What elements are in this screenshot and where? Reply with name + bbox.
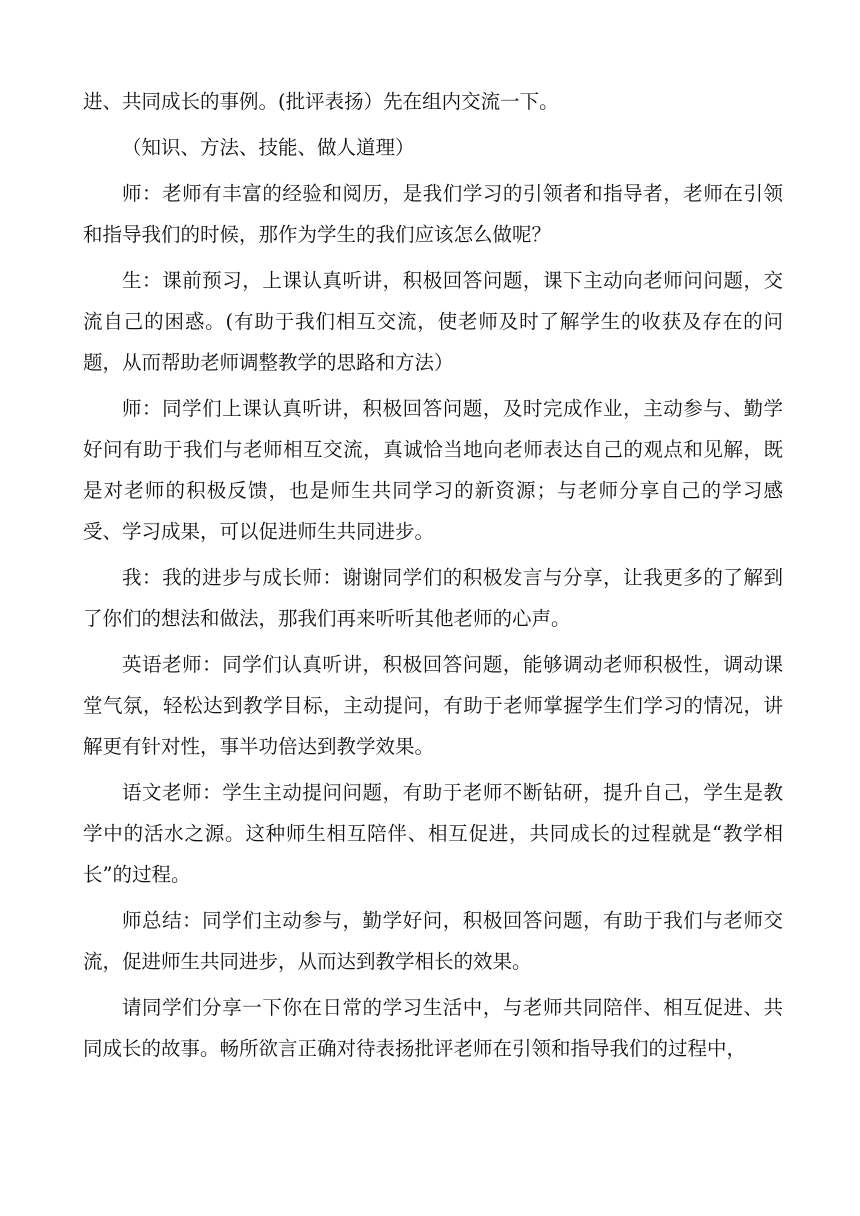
paragraph-2: （知识、方法、技能、做人道理）: [122, 136, 415, 159]
paragraph-8: 语文老师：学生主动提问问题，有助于老师不断钻研，提升自己，学生是教学中的活水之源。这种师生相互陪伴、相互促进，共同成长的过程就是“教学相长”的过程。: [83, 781, 783, 886]
paragraph-6: 我：我的进步与成长师：谢谢同学们的积极发言与分享，让我更多的了解到了你们的想法和做法，那我们再来听听其他老师的心声。: [83, 566, 783, 630]
paragraph-9: 师总结：同学们主动参与，勤学好问，积极回答问题，有助于我们与老师交流，促进师生共同进步，从而达到教学相长的效果。: [83, 909, 783, 973]
paragraph-1: 进、共同成长的事例。(批评表扬）先在组内交流一下。: [83, 90, 559, 113]
paragraph-4: 生：课前预习，上课认真听讲，积极回答问题，课下主动向老师问问题，交流自己的困惑。(有助于我们相互交流，使老师及时了解学生的收获及存在的问题，从而帮助老师调整教学的思路和方法）: [83, 269, 783, 374]
document-page: [83, 81, 783, 1069]
paragraph-3: 师：老师有丰富的经验和阅历，是我们学习的引领者和指导者，老师在引领和指导我们的时候，那作为学生的我们应该怎么做呢？: [83, 182, 783, 246]
paragraph-10: 请同学们分享一下你在日常的学习生活中，与老师共同陪伴、相互促进、共同成长的故事。畅所欲言正确对待表扬批评老师在引领和指导我们的过程中，: [83, 996, 783, 1060]
paragraph-7: 英语老师：同学们认真听讲，积极回答问题，能够调动老师积极性，调动课堂气氛，轻松达到教学目标，主动提问，有助于老师掌握学生们学习的情况，讲解更有针对性，事半功倍达到教学效果。: [83, 653, 783, 758]
paragraph-5: 师：同学们上课认真听讲，积极回答问题，及时完成作业，主动参与、勤学好问有助于我们与老师相互交流，真诚恰当地向老师表达自己的观点和见解，既是对老师的积极反馈，也是师生共同学习的新资源；与老师分享自己的学习感受、学习成果，可以促进师生共同进步。: [83, 397, 783, 543]
